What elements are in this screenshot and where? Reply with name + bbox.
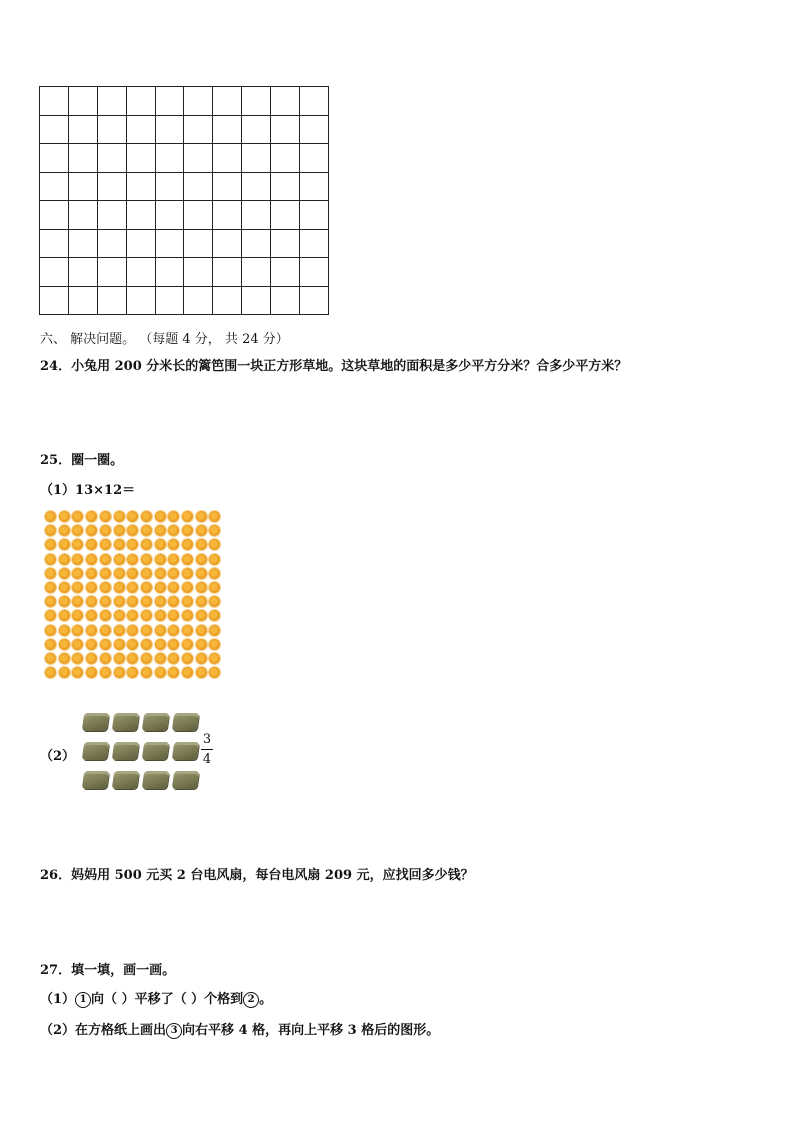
flower-icon: [141, 639, 152, 650]
flower-icon: [127, 639, 138, 650]
grid-cell: [155, 229, 184, 258]
flower-icon: [59, 582, 70, 593]
flower-icon: [168, 554, 179, 565]
flower-icon: [100, 667, 111, 678]
grid-cell: [300, 201, 329, 230]
grid-cell: [300, 115, 329, 144]
flower-icon: [182, 582, 193, 593]
grid-cell: [97, 201, 126, 230]
flower-icon: [155, 653, 166, 664]
flower-icon: [59, 596, 70, 607]
question-27-part1: [40, 988, 272, 1008]
brick-array: [80, 710, 205, 800]
fraction-bar: [201, 749, 213, 750]
flower-icon: [141, 554, 152, 565]
grid-cell: [300, 286, 329, 315]
grid-cell: [271, 144, 300, 173]
flower-icon: [209, 596, 220, 607]
grid-cell: [97, 144, 126, 173]
flower-icon: [59, 639, 70, 650]
flower-icon: [182, 539, 193, 550]
grid-cell: [155, 144, 184, 173]
flower-icon: [86, 511, 97, 522]
flower-icon: [168, 653, 179, 664]
grid-cell: [271, 201, 300, 230]
flower-icon: [72, 625, 83, 636]
flower-icon: [209, 568, 220, 579]
flower-icon: [209, 582, 220, 593]
grid-cell: [213, 115, 242, 144]
flower-icon: [86, 625, 97, 636]
grid-cell: [40, 286, 69, 315]
flower-icon: [155, 539, 166, 550]
flower-array: [44, 510, 230, 694]
grid-cell: [300, 258, 329, 287]
brick-icon: [82, 713, 110, 731]
flower-icon: [72, 525, 83, 536]
grid-cell: [300, 229, 329, 258]
flower-icon: [196, 539, 207, 550]
grid-cell: [40, 201, 69, 230]
flower-icon: [114, 568, 125, 579]
flower-icon: [86, 596, 97, 607]
grid-cell: [184, 115, 213, 144]
grid-cell: [40, 229, 69, 258]
flower-icon: [114, 511, 125, 522]
grid-cell: [126, 286, 155, 315]
flower-icon: [155, 511, 166, 522]
grid-cell: [242, 115, 271, 144]
flower-icon: [72, 554, 83, 565]
flower-icon: [182, 653, 193, 664]
grid-cell: [155, 115, 184, 144]
flower-icon: [86, 539, 97, 550]
grid-cell: [97, 286, 126, 315]
grid-cell: [271, 229, 300, 258]
flower-icon: [168, 568, 179, 579]
flower-icon: [59, 554, 70, 565]
flower-icon: [72, 653, 83, 664]
flower-icon: [72, 639, 83, 650]
grid-cell: [155, 286, 184, 315]
flower-icon: [59, 539, 70, 550]
flower-icon: [141, 539, 152, 550]
flower-icon: [72, 582, 83, 593]
flower-icon: [45, 511, 56, 522]
flower-icon: [155, 525, 166, 536]
flower-icon: [209, 639, 220, 650]
flower-icon: [114, 582, 125, 593]
grid-cell: [68, 201, 97, 230]
flower-icon: [127, 667, 138, 678]
grid-cell: [242, 201, 271, 230]
grid-cell: [40, 115, 69, 144]
flower-icon: [127, 596, 138, 607]
flower-icon: [182, 625, 193, 636]
grid-cell: [213, 258, 242, 287]
grid-cell: [242, 144, 271, 173]
flower-icon: [196, 582, 207, 593]
question-27-part2: [40, 1019, 439, 1039]
flower-icon: [155, 554, 166, 565]
grid-cell: [213, 144, 242, 173]
flower-icon: [45, 653, 56, 664]
flower-icon: [114, 539, 125, 550]
flower-icon: [127, 554, 138, 565]
grid-cell: [40, 172, 69, 201]
flower-icon: [86, 582, 97, 593]
grid-cell: [126, 229, 155, 258]
flower-icon: [59, 610, 70, 621]
flower-icon: [127, 582, 138, 593]
flower-icon: [59, 511, 70, 522]
flower-icon: [209, 667, 220, 678]
flower-icon: [182, 525, 193, 536]
flower-icon: [114, 554, 125, 565]
grid-cell: [300, 87, 329, 116]
grid-paper: [39, 86, 329, 315]
flower-icon: [45, 554, 56, 565]
grid-cell: [68, 258, 97, 287]
fraction: [201, 733, 213, 766]
flower-icon: [168, 667, 179, 678]
flower-icon: [86, 525, 97, 536]
flower-icon: [168, 525, 179, 536]
circled-number-2: 2: [243, 992, 259, 1008]
grid-cell: [184, 258, 213, 287]
grid-cell: [97, 229, 126, 258]
grid-cell: [271, 87, 300, 116]
grid-cell: [213, 229, 242, 258]
flower-icon: [45, 582, 56, 593]
question-25-title: 25．圈一圈。: [40, 453, 124, 468]
q27-part1-end: 。: [259, 992, 273, 1007]
flower-icon: [141, 625, 152, 636]
flower-icon: [59, 625, 70, 636]
flower-icon: [155, 639, 166, 650]
grid-cell: [242, 258, 271, 287]
circled-number-3: 3: [166, 1023, 182, 1039]
flower-icon: [45, 610, 56, 621]
fraction-denominator: 4: [202, 752, 212, 767]
flower-icon: [100, 639, 111, 650]
grid-cell: [68, 172, 97, 201]
grid-row: [40, 144, 329, 173]
flower-icon: [209, 554, 220, 565]
flower-icon: [86, 667, 97, 678]
grid-cell: [68, 87, 97, 116]
grid-row: [40, 201, 329, 230]
brick-icon: [112, 742, 140, 760]
flower-icon: [45, 639, 56, 650]
flower-icon: [182, 610, 193, 621]
brick-icon: [142, 713, 170, 731]
grid-cell: [97, 258, 126, 287]
flower-icon: [114, 653, 125, 664]
grid-row: [40, 172, 329, 201]
flower-icon: [141, 582, 152, 593]
flower-icon: [196, 596, 207, 607]
flower-icon: [114, 639, 125, 650]
flower-icon: [114, 610, 125, 621]
brick-icon: [112, 713, 140, 731]
flower-icon: [209, 525, 220, 536]
grid-cell: [126, 201, 155, 230]
grid-cell: [97, 115, 126, 144]
flower-icon: [127, 625, 138, 636]
flower-icon: [141, 596, 152, 607]
grid-cell: [155, 87, 184, 116]
grid-cell: [155, 258, 184, 287]
flower-icon: [196, 653, 207, 664]
grid-cell: [271, 115, 300, 144]
question-25-part2: （2）: [40, 749, 76, 764]
flower-icon: [196, 639, 207, 650]
grid-cell: [68, 115, 97, 144]
q27-part1-prefix: （1）: [40, 992, 76, 1007]
q27-part1-text: 向（ ）平移了（ ）个格到: [91, 992, 244, 1007]
grid-row: [40, 286, 329, 315]
grid-row: [40, 87, 329, 116]
flower-icon: [100, 568, 111, 579]
grid-cell: [126, 172, 155, 201]
grid-cell: [300, 172, 329, 201]
grid-cell: [126, 144, 155, 173]
question-27-title: 27．填一填，画一画。: [40, 963, 176, 978]
grid-cell: [213, 286, 242, 315]
flower-icon: [45, 539, 56, 550]
flower-icon: [196, 511, 207, 522]
flower-icon: [182, 511, 193, 522]
flower-icon: [182, 568, 193, 579]
grid-cell: [40, 258, 69, 287]
section-title: 六、 解决问题。 （每题 4 分， 共 24 分）: [40, 332, 289, 347]
grid-cell: [271, 286, 300, 315]
grid-cell: [68, 144, 97, 173]
brick-icon: [172, 742, 200, 760]
q27-part2-prefix: （2）在方格纸上画出: [40, 1023, 167, 1038]
question-24: 24．小兔用 200 分米长的篱笆围一块正方形草地。这块草地的面积是多少平方分米？合多少平方米？: [40, 359, 628, 374]
grid-row: [40, 229, 329, 258]
flower-icon: [72, 568, 83, 579]
grid-cell: [68, 229, 97, 258]
flower-icon: [141, 667, 152, 678]
flower-icon: [59, 568, 70, 579]
question-25-part1: （1）13×12＝: [40, 483, 136, 498]
flower-icon: [127, 568, 138, 579]
flower-icon: [59, 525, 70, 536]
flower-icon: [155, 625, 166, 636]
flower-icon: [141, 610, 152, 621]
flower-icon: [114, 667, 125, 678]
grid-cell: [97, 172, 126, 201]
grid-cell: [126, 115, 155, 144]
brick-icon: [82, 742, 110, 760]
flower-icon: [182, 639, 193, 650]
grid-cell: [242, 87, 271, 116]
flower-icon: [114, 525, 125, 536]
q27-part2-text: 向右平移 4 格，再向上平移 3 格后的图形。: [182, 1023, 440, 1038]
flower-icon: [127, 511, 138, 522]
flower-icon: [45, 625, 56, 636]
circled-number-1: 1: [75, 992, 91, 1008]
grid-row: [40, 115, 329, 144]
flower-icon: [100, 582, 111, 593]
flower-icon: [182, 596, 193, 607]
flower-icon: [100, 539, 111, 550]
flower-icon: [45, 568, 56, 579]
grid-cell: [213, 87, 242, 116]
flower-icon: [209, 539, 220, 550]
flower-icon: [100, 596, 111, 607]
flower-icon: [100, 653, 111, 664]
grid-cell: [68, 286, 97, 315]
flower-icon: [114, 596, 125, 607]
flower-icon: [141, 525, 152, 536]
grid-cell: [242, 172, 271, 201]
flower-icon: [209, 610, 220, 621]
grid-cell: [300, 144, 329, 173]
grid-cell: [271, 172, 300, 201]
flower-icon: [196, 568, 207, 579]
flower-icon: [127, 525, 138, 536]
flower-icon: [209, 511, 220, 522]
grid-cell: [126, 258, 155, 287]
flower-icon: [168, 539, 179, 550]
brick-icon: [172, 713, 200, 731]
brick-icon: [82, 771, 110, 789]
flower-icon: [141, 568, 152, 579]
flower-icon: [141, 511, 152, 522]
grid-cell: [184, 87, 213, 116]
grid-cell: [271, 258, 300, 287]
flower-icon: [72, 667, 83, 678]
flower-icon: [72, 610, 83, 621]
grid-cell: [40, 87, 69, 116]
flower-icon: [155, 667, 166, 678]
flower-icon: [168, 625, 179, 636]
flower-icon: [168, 596, 179, 607]
flower-icon: [45, 596, 56, 607]
flower-icon: [209, 653, 220, 664]
flower-icon: [127, 653, 138, 664]
flower-icon: [209, 625, 220, 636]
grid-cell: [184, 286, 213, 315]
fraction-numerator: 3: [202, 732, 212, 747]
flower-icon: [114, 625, 125, 636]
flower-icon: [168, 639, 179, 650]
brick-icon: [142, 742, 170, 760]
flower-icon: [196, 554, 207, 565]
grid-cell: [213, 172, 242, 201]
flower-icon: [59, 667, 70, 678]
grid-cell: [184, 201, 213, 230]
flower-icon: [196, 667, 207, 678]
flower-icon: [72, 539, 83, 550]
brick-icon: [142, 771, 170, 789]
question-26: 26．妈妈用 500 元买 2 台电风扇，每台电风扇 209 元，应找回多少钱？: [40, 868, 474, 883]
flower-icon: [100, 625, 111, 636]
flower-icon: [86, 639, 97, 650]
flower-icon: [100, 525, 111, 536]
grid-row: [40, 258, 329, 287]
flower-icon: [155, 610, 166, 621]
flower-icon: [155, 568, 166, 579]
flower-icon: [100, 554, 111, 565]
flower-icon: [168, 511, 179, 522]
flower-icon: [59, 653, 70, 664]
flower-icon: [155, 582, 166, 593]
flower-icon: [196, 610, 207, 621]
grid-cell: [40, 144, 69, 173]
grid-cell: [126, 87, 155, 116]
brick-icon: [112, 771, 140, 789]
flower-icon: [127, 539, 138, 550]
flower-icon: [168, 610, 179, 621]
grid-cell: [155, 201, 184, 230]
grid-cell: [213, 201, 242, 230]
grid-cell: [155, 172, 184, 201]
flower-icon: [100, 511, 111, 522]
flower-icon: [86, 554, 97, 565]
brick-icon: [172, 771, 200, 789]
flower-icon: [196, 625, 207, 636]
grid-cell: [184, 172, 213, 201]
flower-icon: [196, 525, 207, 536]
flower-icon: [182, 554, 193, 565]
flower-icon: [168, 582, 179, 593]
flower-icon: [72, 596, 83, 607]
flower-icon: [127, 610, 138, 621]
flower-icon: [86, 653, 97, 664]
grid-table: [39, 86, 329, 315]
flower-icon: [86, 568, 97, 579]
flower-icon: [72, 511, 83, 522]
grid-cell: [97, 87, 126, 116]
grid-cell: [242, 229, 271, 258]
flower-icon: [182, 667, 193, 678]
flower-icon: [45, 525, 56, 536]
flower-icon: [155, 596, 166, 607]
flower-icon: [45, 667, 56, 678]
flower-icon: [86, 610, 97, 621]
grid-cell: [242, 286, 271, 315]
grid-cell: [184, 229, 213, 258]
flower-icon: [100, 610, 111, 621]
grid-cell: [184, 144, 213, 173]
flower-icon: [141, 653, 152, 664]
